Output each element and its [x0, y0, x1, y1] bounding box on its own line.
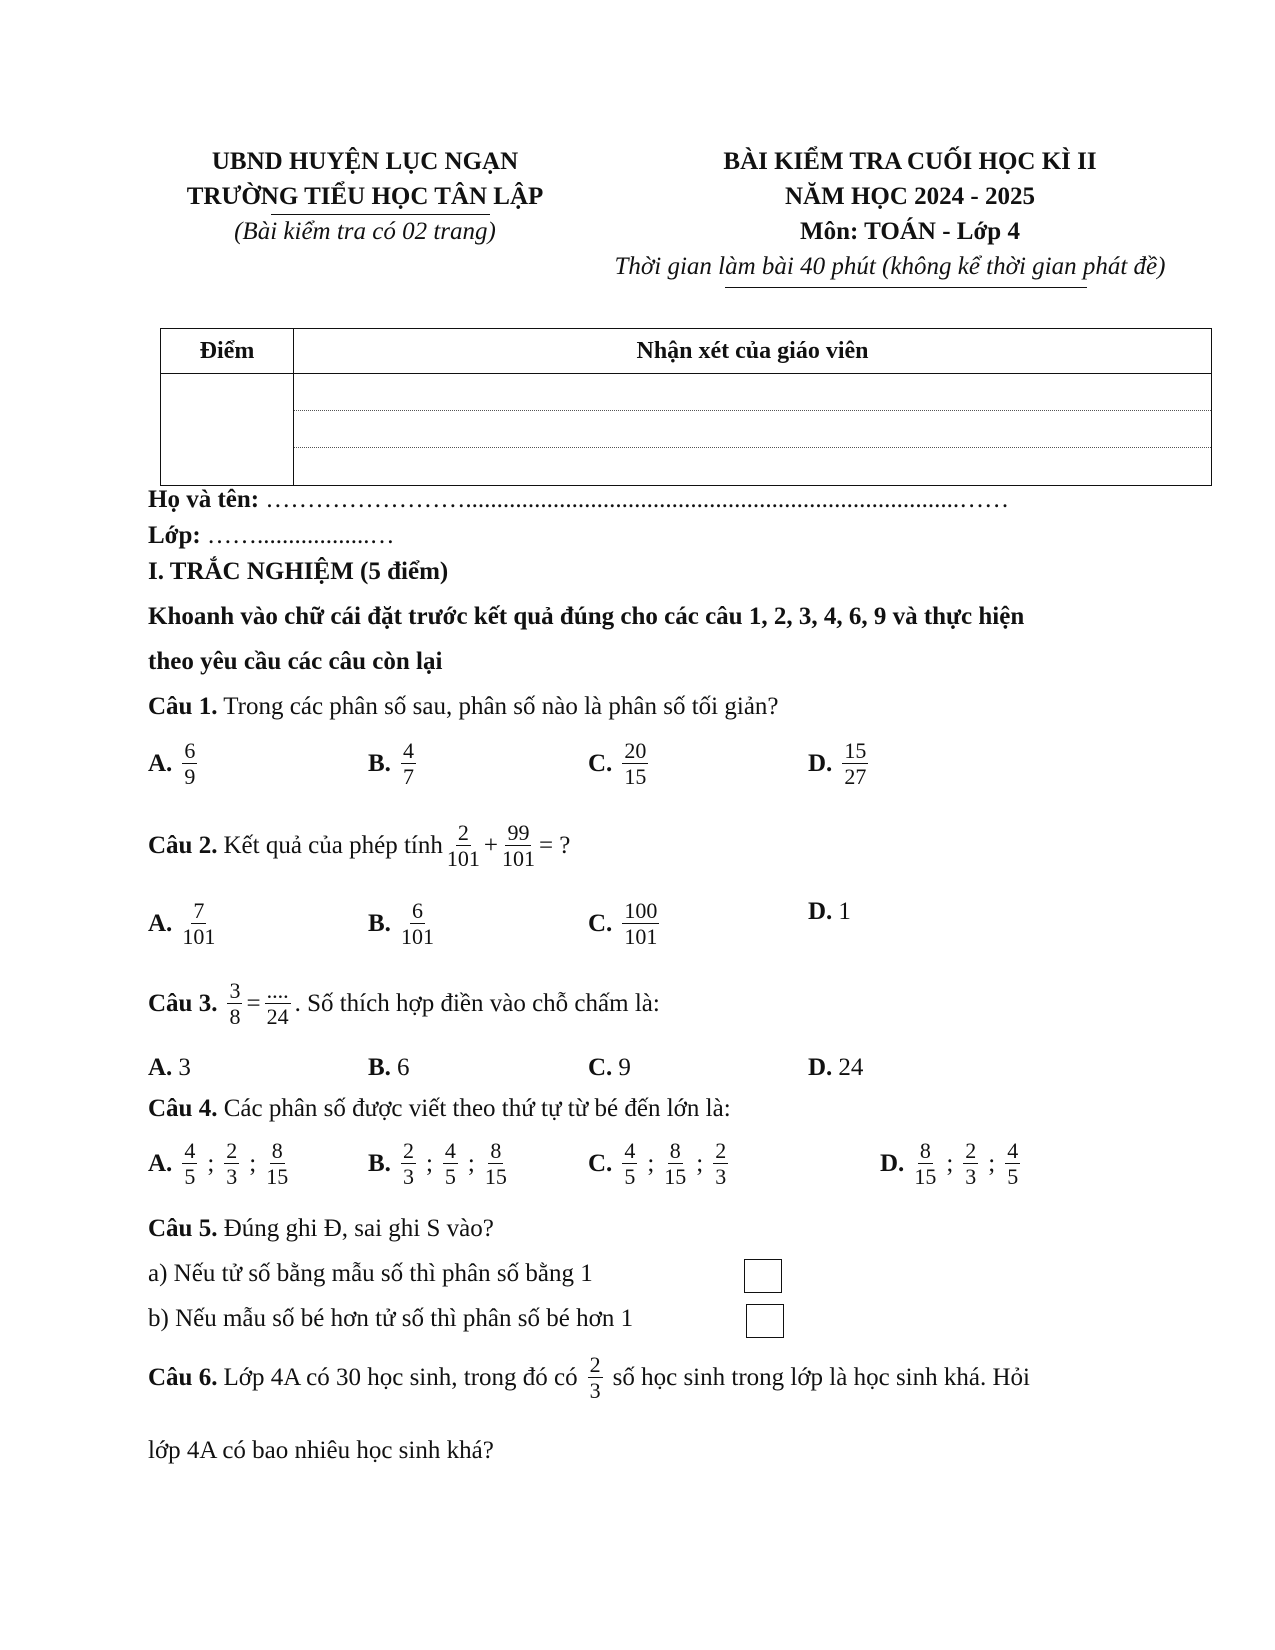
time-underline: [725, 287, 1087, 288]
fraction: $\frac{2}{3}$: [589, 1352, 601, 1404]
q3-option-a[interactable]: A. 3: [148, 1054, 191, 1081]
fraction: $\frac{100}{101}$: [624, 898, 658, 950]
q4-option-d[interactable]: D. $\frac{8}{15}$ ; $\frac{2}{3}$ ; $\frac{4}{5}$: [880, 1138, 1019, 1190]
name-row: [148, 486, 1009, 514]
question-5: [148, 1215, 494, 1243]
fraction: $\frac{20}{15}$: [624, 738, 647, 790]
q5-answer-box-b[interactable]: [746, 1304, 784, 1338]
section-title: I. TRẮC NGHIỆM (5 điểm): [148, 558, 449, 585]
comment-line: [294, 411, 1211, 448]
question-label: Câu 3.: [148, 989, 218, 1017]
q5-answer-box-a[interactable]: [744, 1259, 782, 1293]
district-name: UBND HUYỆN LỤC NGẠN: [211, 148, 519, 175]
school-name: TRƯỜNG TIỂU HỌC TÂN LẬP: [186, 183, 544, 210]
q1-option-d[interactable]: D. $\frac{15}{27}$: [808, 738, 867, 790]
fraction: $\frac{....}{24}$: [266, 978, 289, 1030]
q2-option-a[interactable]: A. $\frac{7}{101}$: [148, 898, 216, 950]
fraction: $\frac{8}{15}$: [266, 1138, 289, 1190]
q3-option-b[interactable]: B. 6: [368, 1054, 410, 1081]
q3-option-d[interactable]: D. 24: [808, 1054, 864, 1081]
fraction: $\frac{4}{5}$: [1007, 1138, 1019, 1190]
question-6-line-2: lớp 4A có bao nhiêu học sinh khá?: [148, 1437, 494, 1464]
fraction: $\frac{2}{3}$: [965, 1138, 977, 1190]
grade-table: [160, 328, 1212, 486]
score-cell[interactable]: [161, 374, 294, 486]
question-text: Các phân số được viết theo thứ tự từ bé đến lớn là:: [223, 1095, 731, 1122]
q1-option-c[interactable]: C. $\frac{20}{15}$: [588, 738, 647, 790]
fraction: $\frac{4}{5}$: [184, 1138, 196, 1190]
question-3: Câu 3. $\frac{3}{8}$ = $\frac{....}{24}$ . Số thích hợp điền vào chỗ chấm là:: [148, 978, 660, 1030]
question-6: [148, 1352, 1030, 1404]
fraction: $\frac{8}{15}$: [664, 1138, 687, 1190]
question-label: Câu 5.: [148, 1215, 218, 1242]
fraction: $\frac{4}{5}$: [624, 1138, 636, 1190]
question-label: Câu 4.: [148, 1095, 218, 1122]
q5-statement-a: a) Nếu tử số bằng mẫu số thì phân số bằng 1: [148, 1260, 593, 1287]
question-label: Câu 2.: [148, 831, 218, 859]
name-field[interactable]: ……………………...............................................................................……: [265, 486, 1010, 513]
question-label: Câu 1.: [148, 693, 218, 720]
fraction: $\frac{3}{8}$: [229, 978, 241, 1030]
score-header: Điểm: [161, 329, 294, 374]
class-field[interactable]: ……..................…: [207, 522, 395, 549]
q1-option-b[interactable]: B. $\frac{4}{7}$: [368, 738, 414, 790]
fraction: $\frac{2}{3}$: [226, 1138, 238, 1190]
q5-statement-b: b) Nếu mẫu số bé hơn tử số thì phân số bé hơn 1: [148, 1305, 634, 1332]
fraction: $\frac{2}{101}$: [446, 820, 480, 872]
school-underline: [271, 214, 490, 215]
comment-header: Nhận xét của giáo viên: [294, 329, 1212, 374]
question-1: [148, 693, 779, 721]
fraction: $\frac{2}{3}$: [402, 1138, 414, 1190]
fraction: $\frac{99}{101}$: [501, 820, 535, 872]
class-label: Lớp:: [148, 522, 201, 549]
time-note: Thời gian làm bài 40 phút (không kể thời gian phát đề): [614, 253, 1166, 280]
q2-option-b[interactable]: B. $\frac{6}{101}$: [368, 898, 434, 950]
instruction-line-1: Khoanh vào chữ cái đặt trước kết quả đúng cho các câu 1, 2, 3, 4, 6, 9 và thực hiện: [148, 603, 1025, 630]
school-year: NĂM HỌC 2024 - 2025: [785, 183, 1035, 210]
q3-option-c[interactable]: C. 9: [588, 1054, 631, 1081]
class-row: [148, 522, 395, 550]
fraction: $\frac{8}{15}$: [914, 1138, 937, 1190]
page-count-note: (Bài kiểm tra có 02 trang): [234, 218, 496, 245]
question-4: [148, 1095, 731, 1123]
question-text: Lớp 4A có 30 học sinh, trong đó có: [223, 1363, 578, 1391]
subject: Môn: TOÁN - Lớp 4: [800, 218, 1020, 245]
q4-option-b[interactable]: B. $\frac{2}{3}$ ; $\frac{4}{5}$ ; $\frac{8}{15}$: [368, 1138, 507, 1190]
q2-option-d[interactable]: D. 1: [808, 898, 851, 925]
q2-option-c[interactable]: C. $\frac{100}{101}$: [588, 898, 658, 950]
question-text: Trong các phân số sau, phân số nào là phân số tối giản?: [223, 693, 779, 720]
question-text: Kết quả của phép tính: [223, 831, 443, 859]
comment-cell[interactable]: [294, 374, 1212, 486]
q4-option-a[interactable]: A. $\frac{4}{5}$ ; $\frac{2}{3}$ ; $\frac{8}{15}$: [148, 1138, 289, 1190]
fraction: $\frac{6}{9}$: [184, 738, 196, 790]
question-text: Đúng ghi Đ, sai ghi S vào?: [223, 1215, 494, 1242]
question-text-cont: số học sinh trong lớp là học sinh khá. Hỏi: [612, 1363, 1030, 1391]
q4-option-c[interactable]: C. $\frac{4}{5}$ ; $\frac{8}{15}$ ; $\frac{2}{3}$: [588, 1138, 727, 1190]
fraction: $\frac{4}{5}$: [444, 1138, 456, 1190]
fraction: $\frac{8}{15}$: [484, 1138, 507, 1190]
instruction-line-2: theo yêu cầu các câu còn lại: [148, 648, 443, 675]
comment-line: [294, 374, 1211, 411]
fraction: $\frac{2}{3}$: [715, 1138, 727, 1190]
fraction: $\frac{7}{101}$: [182, 898, 216, 950]
fraction: $\frac{6}{101}$: [400, 898, 434, 950]
name-label: Họ và tên:: [148, 486, 260, 513]
question-text: . Số thích hợp điền vào chỗ chấm là:: [294, 989, 660, 1017]
fraction: $\frac{15}{27}$: [844, 738, 867, 790]
q1-option-a[interactable]: A. $\frac{6}{9}$: [148, 738, 196, 790]
exam-title: BÀI KIỂM TRA CUỐI HỌC KÌ II: [723, 148, 1097, 175]
fraction: $\frac{4}{7}$: [402, 738, 414, 790]
question-label: Câu 6.: [148, 1363, 218, 1391]
question-2: Câu 2. Kết quả của phép tính $\frac{2}{101}$ + $\frac{99}{101}$ = ?: [148, 820, 571, 872]
